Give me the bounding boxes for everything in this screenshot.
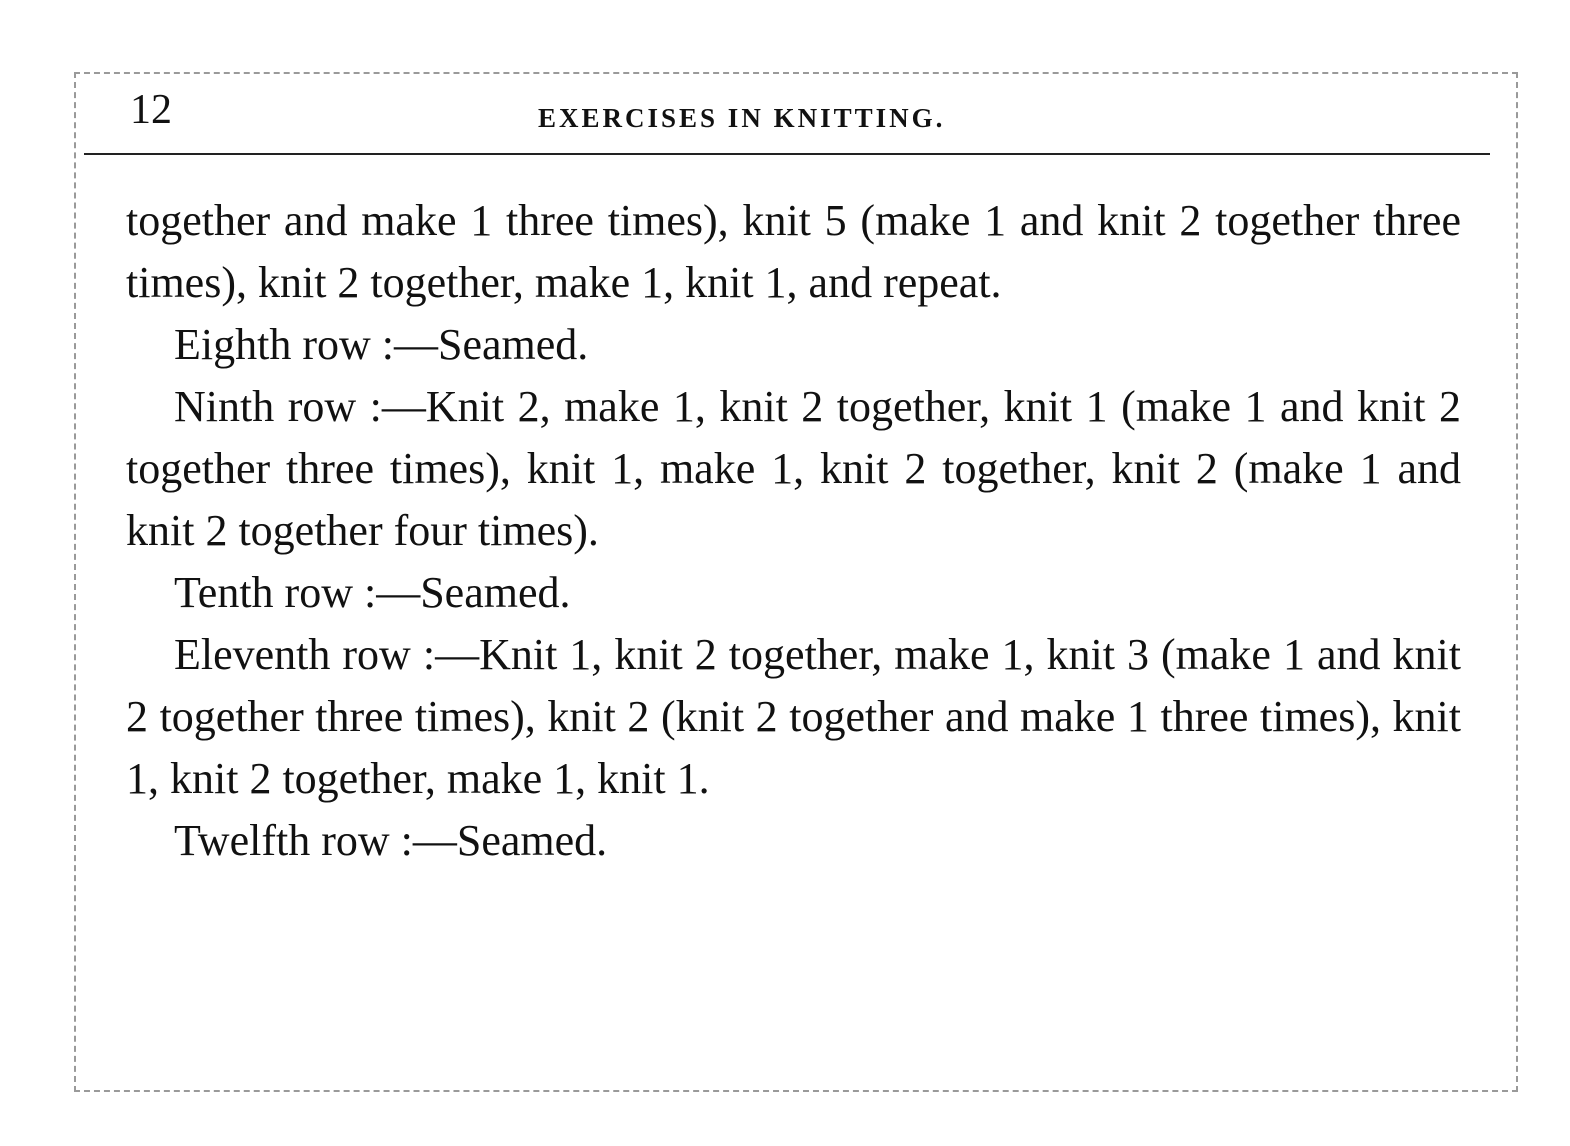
paragraph-twelfth-row: Twelfth row :—Seamed. <box>174 816 608 865</box>
paragraph-continuation: together and make 1 three times), knit 5 (make 1 and knit 2 together three times), knit 2 together, make 1, knit 1, and repeat. <box>126 196 1461 307</box>
paragraph-tenth-row: Tenth row :—Seamed. <box>174 568 571 617</box>
page-number: 12 <box>130 87 172 133</box>
paragraph-ninth-row: Ninth row :—Knit 2, make 1, knit 2 together, knit 1 (make 1 and knit 2 together three times), knit 1, make 1, knit 2 together, knit 2 (make 1 and knit 2 together four times). <box>126 382 1461 555</box>
paragraph-eleventh-row: Eleventh row :—Knit 1, knit 2 together, make 1, knit 3 (make 1 and knit 2 together three times), knit 2 (knit 2 together and make 1 three times), knit 1, knit 2 together, make 1, knit 1. <box>126 630 1461 803</box>
running-title: EXERCISES IN KNITTING. <box>538 103 946 133</box>
body-text <box>126 190 1461 872</box>
header-rule <box>84 153 1490 155</box>
paragraph-eighth-row: Eighth row :—Seamed. <box>174 320 589 369</box>
